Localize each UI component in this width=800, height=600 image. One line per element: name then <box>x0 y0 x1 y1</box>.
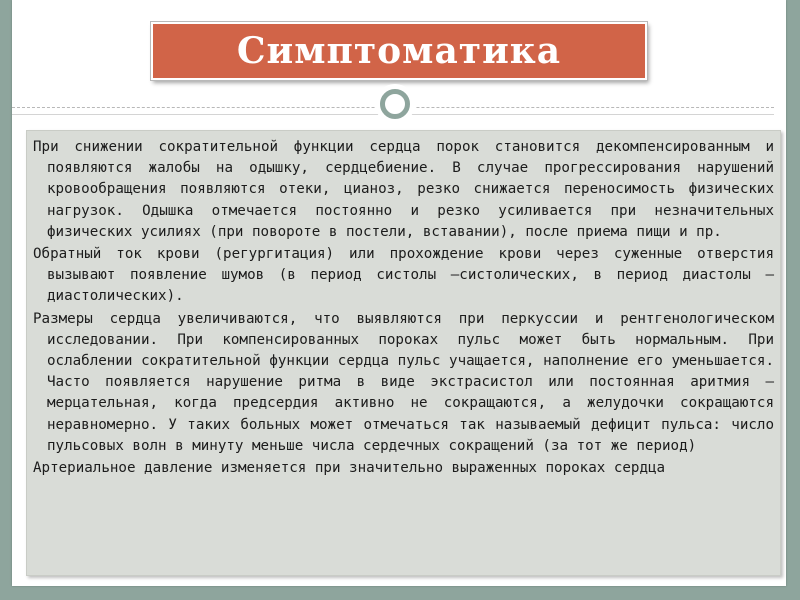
title-banner <box>151 22 647 80</box>
ring-ornament-icon <box>380 89 410 119</box>
slide-title: Симптоматика <box>236 30 562 72</box>
paragraph-blood-pressure: Артериальное давление изменяется при значительно выраженных пороках сердца <box>33 460 666 477</box>
paragraph-heart-size: Размеры сердца увеличиваются, что выявляются при перкуссии и рентгенологическом исследовании. При компенсированных пороках пульс может быть нормальным. При ослаблении сократительной функции сердца пульс учащается, наполнение его уменьшается. Часто появляется нарушение ритма в виде экстрасистол или постоянная аритмия – мерцательная, когда предсердия активно не сокращаются, а желудочки сокращаются неравномерно. У таких больных может отмечаться так называемый дефицит пульса: число пульсовых волн в минуту меньше числа сердечных сокращений (за тот же период) <box>33 310 774 454</box>
paragraph-symptoms: При снижении сократительной функции сердца порок становится декомпенсированным и появляются жалобы на одышку, сердцебиение. В случае прогрессирования нарушений кровообращения появляются отеки, цианоз, резко снижается переносимость физических нагрузок. Одышка отмечается постоянно и резко усиливается при незначительных физических усилиях (при повороте в постели, вставании), после приема пищи и пр. <box>33 139 774 240</box>
content-panel <box>26 130 781 576</box>
paragraph-murmurs: Обратный ток крови (регургитация) или прохождение крови через суженные отверстия вызывают появление шумов (в период систолы –систолических, в период диастолы –диастолических). <box>33 246 774 305</box>
